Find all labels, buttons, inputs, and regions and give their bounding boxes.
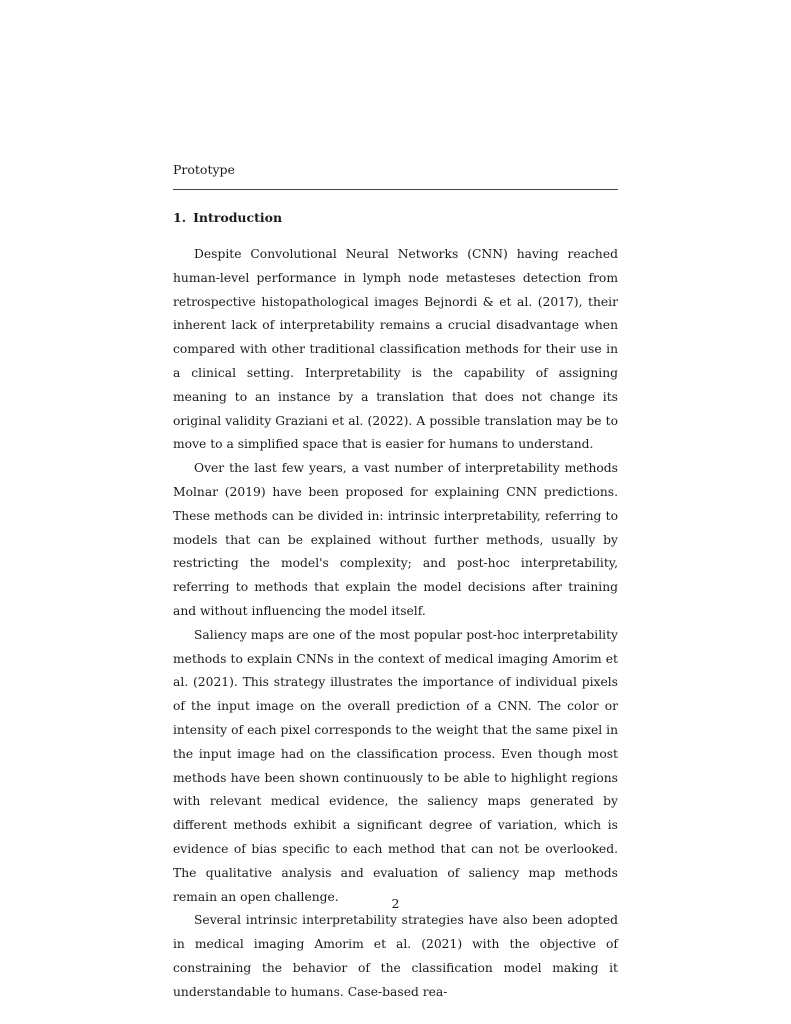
paragraph-1: Despite Convolutional Neural Networks (CNN) having reached human-level performance in lymph node metasteses detection from retrospective histopathological images Bejnordi & et al. (2017), their inherent lack of interpretability remains a crucial disadvantage when compared with other traditional classification methods for their use in a clinical setting. Interpretability is the capability of assigning meaning to an instance by a translation that does not change its original validity Graziani et al. (2022). A possible translation may be to move to a simplified space that is easier for humans to understand. — [173, 247, 618, 452]
header-rule — [173, 189, 618, 190]
section-heading — [173, 210, 282, 226]
paragraph-3: Saliency maps are one of the most popular post-hoc interpretability methods to explain CNNs in the context of medical imaging Amorim et al. (2021). This strategy illustrates the importance of individual pixels of the input image on the overall prediction of a CNN. The color or intensity of each pixel corresponds to the weight that the same pixel in the input image had on the classification process. Even though most methods have been shown continuously to be able to highlight regions with relevant medical evidence, the saliency maps generated by different methods exhibit a significant degree of variation, which is evidence of bias specific to each method that can not be overlooked. The qualitative analysis and evaluation of saliency map methods remain an open challenge. — [173, 627, 618, 904]
section-title: Introduction — [193, 210, 283, 225]
paragraph-4: Several intrinsic interpretability strategies have also been adopted in medical imaging Amorim et al. (2021) with the objective of constraining the behavior of the classification model making it understandable to humans. Case-based rea- — [173, 913, 618, 999]
paragraph-2: Over the last few years, a vast number of interpretability methods Molnar (2019) have been proposed for explaining CNN predictions. These methods can be divided in: intrinsic interpretability, referring to models that can be explained without further methods, usually by restricting the model's complexity; and post-hoc interpretability, referring to methods that explain the model decisions after training and without influencing the model itself. — [173, 461, 618, 618]
section-number: 1. — [173, 210, 187, 225]
running-head: Prototype — [173, 162, 235, 177]
page-number: 2 — [391, 896, 400, 911]
body-text — [173, 243, 618, 1005]
